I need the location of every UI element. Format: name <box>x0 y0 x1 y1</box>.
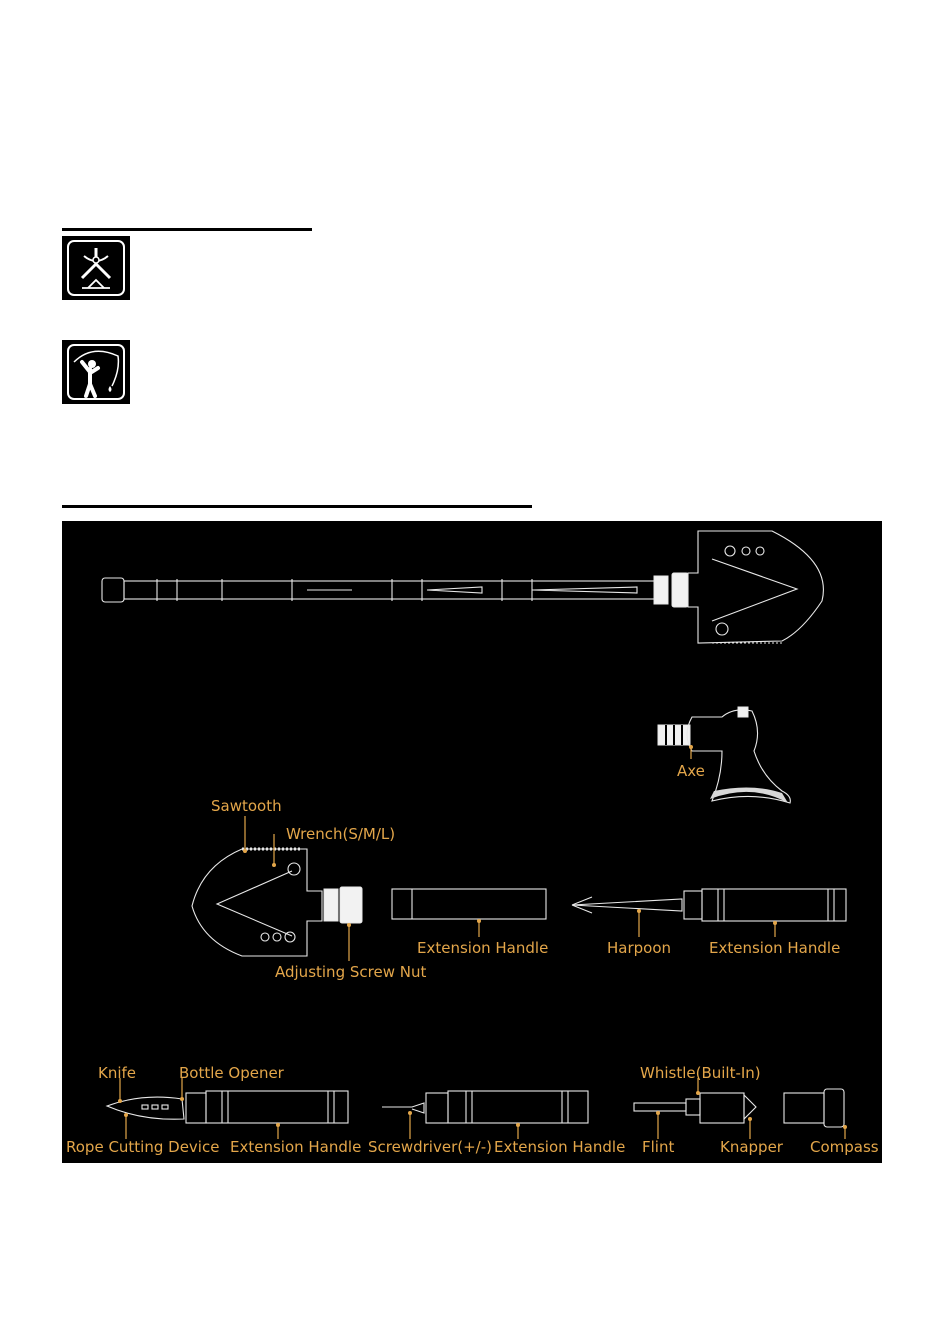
camping-tent-icon <box>62 236 130 300</box>
label-compass: Compass <box>810 1138 879 1156</box>
section-rule-middle <box>62 505 532 508</box>
label-adjusting-screw-nut: Adjusting Screw Nut <box>275 963 427 981</box>
section-rule-top <box>62 228 312 231</box>
label-knapper: Knapper <box>720 1138 783 1156</box>
label-axe: Axe <box>677 762 705 780</box>
fishing-icon <box>62 340 130 404</box>
label-bottle-opener: Bottle Opener <box>179 1064 284 1082</box>
label-sawtooth: Sawtooth <box>211 797 282 815</box>
extension-handle-1 <box>392 889 546 919</box>
label-extension-handle-3: Extension Handle <box>230 1138 362 1156</box>
assembled-shovel <box>102 531 823 643</box>
tool-components-diagram <box>62 521 882 1163</box>
label-harpoon: Harpoon <box>607 939 672 957</box>
label-rope-cutting-device: Rope Cutting Device <box>66 1138 220 1156</box>
flint-whistle-assembly <box>634 1093 756 1123</box>
label-extension-handle-2: Extension Handle <box>709 939 841 957</box>
knife-assembly <box>107 1091 348 1123</box>
axe-head <box>658 707 790 803</box>
label-wrench: Wrench(S/M/L) <box>286 825 396 843</box>
label-extension-handle-1: Extension Handle <box>417 939 549 957</box>
compass-cap <box>784 1089 844 1127</box>
label-whistle: Whistle(Built-In) <box>640 1064 761 1082</box>
label-flint: Flint <box>642 1138 675 1156</box>
label-extension-handle-4: Extension Handle <box>494 1138 626 1156</box>
label-screwdriver: Screwdriver(+/-) <box>368 1138 492 1156</box>
label-knife: Knife <box>98 1064 137 1082</box>
harpoon-assembly <box>572 889 846 921</box>
shovel-head <box>192 849 362 956</box>
screwdriver-assembly <box>382 1091 588 1123</box>
